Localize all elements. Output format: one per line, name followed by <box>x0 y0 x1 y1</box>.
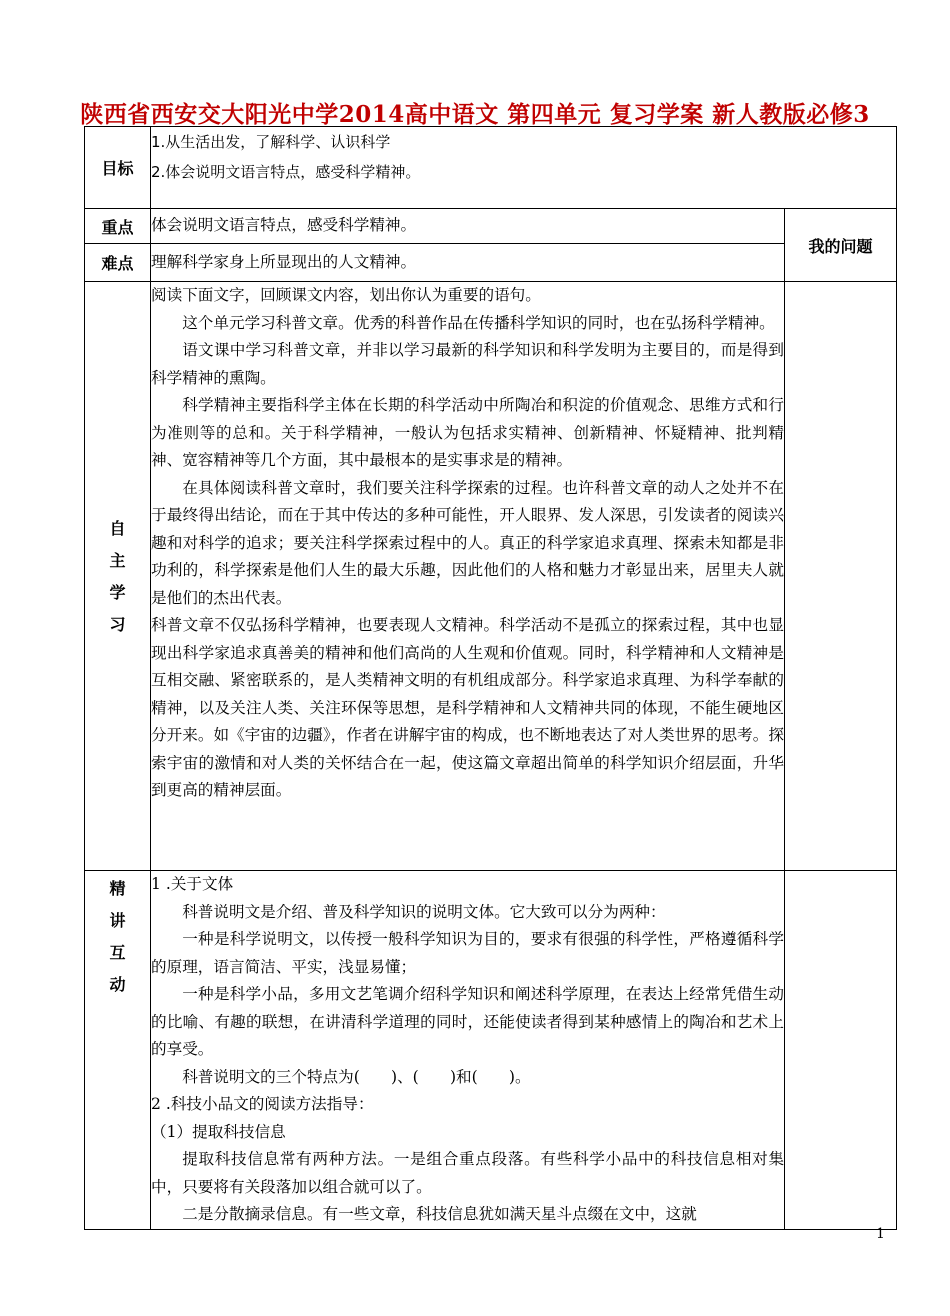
page-title: 陕西省西安交大阳光中学2014高中语文 第四单元 复习学案 新人教版必修3 <box>80 101 870 128</box>
paragraph: 提取科技信息常有两种方法。一是组合重点段落。有些科学小品中的科技信息相对集中，只要将有关段落加以组合就可以了。 <box>151 1150 784 1196</box>
self-study-row <box>85 282 897 871</box>
paragraph: 科普说明文是介绍、普及科学知识的说明文体。它大致可以分为两种： <box>182 902 666 921</box>
my-questions-header: 我的问题 <box>785 209 897 282</box>
key-point-row <box>85 209 897 244</box>
paragraph: 在具体阅读科普文章时，我们要关注科学探索的过程。也许科普文章的动人之处并不在于最终得出结论，而在于其中传达的多种可能性，开人眼界、发人深思，引发读者的阅读兴趣和对科学的追求；要关注科学探索过程中的人。真正的科学家追求真理、探索未知都是非功利的，科学探索是他们人生的最大乐趣，因此他们的人格和魅力才彰显出来，居里夫人就是他们的杰出代表。 <box>151 478 784 607</box>
paragraph: 二是分散摘录信息。有一些文章，科技信息犹如满天星斗点缀在文中，这就 <box>182 1205 697 1223</box>
difficult-point-label: 难点 <box>85 244 151 282</box>
paragraph: 科学精神主要指科学主体在长期的科学活动中所陶冶和积淀的价值观念、思维方式和行为准则等的总和。关于科学精神，一般认为包括求实精神、创新精神、怀疑精神、批判精神、宽容精神等几个方面，其中最根本的是实事求是的精神。 <box>151 396 784 469</box>
goals-label: 目标 <box>85 127 151 209</box>
interactive-row <box>85 871 897 1230</box>
paragraph: 科普文章不仅弘扬科学精神，也要表现人文精神。科学活动不是孤立的探索过程，其中也显现出科学家追求真善美的精神和他们高尚的人生观和价值观。同时，科学精神和人文精神是互相交融、紧密联系的，是人类精神文明的有机组成部分。科学家追求真理、为科学奉献的精神，以及关注人类、关注环保等思想，是科学精神和人文精神共同的体现，不能生硬地区分开来。如《宇宙的边疆》，作者在讲解宇宙的构成，也不断地表达了对人类世界的思考。探索宇宙的激情和对人类的关怀结合在一起，使这篇文章超出简单的科学知识介绍层面，升华到更高的精神层面。 <box>151 616 784 799</box>
my-questions-cell[interactable] <box>785 871 897 1230</box>
self-study-label: 自 主 学 习 <box>85 282 151 871</box>
key-point-label: 重点 <box>85 209 151 244</box>
difficult-point-row <box>85 244 897 282</box>
paragraph: 一种是科学小品，多用文艺笔调介绍科学知识和阐述科学原理，在表达上经常凭借生动的比喻、有趣的联想，在讲清科学道理的同时，还能使读者得到某种感情上的陶冶和艺术上的享受。 <box>151 985 784 1058</box>
study-plan-table <box>84 126 897 1230</box>
my-questions-cell[interactable] <box>785 282 897 871</box>
paragraph: 这个单元学习科普文章。优秀的科普作品在传播科学知识的同时，也在弘扬科学精神。 <box>182 313 775 332</box>
interactive-label: 精 讲 互 动 <box>85 871 151 1230</box>
paragraph: 一种是科学说明文，以传授一般科学知识为目的，要求有很强的科学性，严格遵循科学的原理，语言简洁、平实，浅显易懂； <box>151 930 784 976</box>
paragraph: 语文课中学习科普文章，并非以学习最新的科学知识和科学发明为主要目的，而是得到科学精神的熏陶。 <box>151 341 784 387</box>
goals-row <box>85 127 897 209</box>
goal-item: 2.体会说明文语言特点，感受科学精神。 <box>151 163 421 181</box>
paragraph: （1）提取科技信息 <box>151 1122 286 1141</box>
goals-content <box>151 127 897 209</box>
paragraph: 阅读下面文字，回顾课文内容，划出你认为重要的语句。 <box>151 286 541 304</box>
interactive-content <box>151 871 785 1230</box>
paragraph: 1 .关于文体 <box>151 875 234 893</box>
key-point-text: 体会说明文语言特点，感受科学精神。 <box>151 209 785 244</box>
fill-in-blank: 科普说明文的三个特点为( )、( )和( )。 <box>182 1067 531 1086</box>
difficult-point-text: 理解科学家身上所显现出的人文精神。 <box>151 244 785 282</box>
self-study-content <box>151 282 785 871</box>
page-number: 1 <box>876 1226 885 1242</box>
paragraph: 2 .科技小品文的阅读方法指导： <box>151 1095 374 1113</box>
goal-item: 1.从生活出发，了解科学、认识科学 <box>151 133 391 151</box>
